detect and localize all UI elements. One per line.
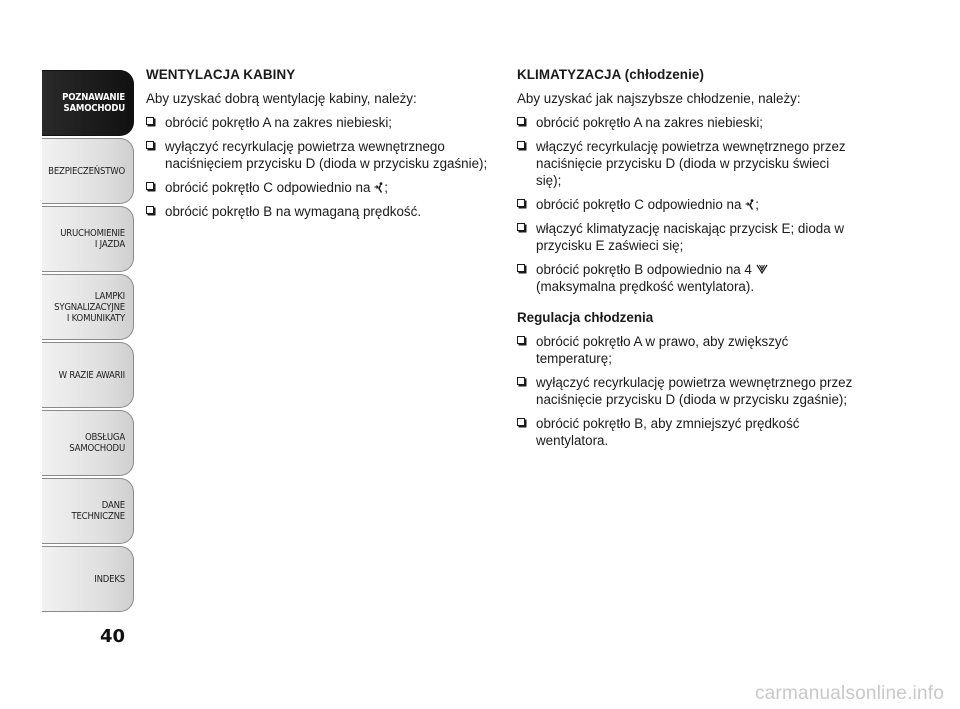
list-item: obrócić pokrętło A w prawo, aby zwiększyć temperaturę; bbox=[517, 333, 857, 367]
list-item: włączyć recyrkulację powietrza wewnętrznego przez naciśnięcie przycisku D (dioda w przycisku świeci się); bbox=[517, 138, 857, 189]
list-item: obrócić pokrętło C odpowiednio na ; bbox=[146, 179, 506, 196]
fan-speed-icon bbox=[756, 264, 768, 275]
air-to-face-icon bbox=[374, 182, 384, 193]
tab-w-razie-awarii[interactable] bbox=[42, 342, 134, 408]
watermark: carmanualsonline.info bbox=[754, 683, 944, 704]
air-conditioning-section bbox=[517, 66, 857, 456]
tab-label: W RAZIE AWARII bbox=[58, 369, 125, 381]
list-item: obrócić pokrętło C odpowiednio na ; bbox=[517, 196, 857, 213]
list-item: włączyć klimatyzację naciskając przycisk E; dioda w przycisku E zaświeci się; bbox=[517, 220, 857, 254]
checkbox-bullet-icon bbox=[517, 117, 525, 125]
tab-indeks[interactable] bbox=[42, 546, 134, 612]
tab-obsluga-samochodu[interactable] bbox=[42, 410, 134, 476]
list-item: obrócić pokrętło B odpowiednio na 4 (maksymalna prędkość wentylatora). bbox=[517, 261, 857, 295]
instruction-list bbox=[517, 114, 857, 295]
tab-label: URUCHOMIENIE I JAZDA bbox=[60, 228, 125, 250]
checkbox-bullet-icon bbox=[517, 418, 525, 426]
tab-poznawanie-samochodu[interactable] bbox=[42, 70, 134, 136]
page-number: 40 bbox=[100, 626, 126, 647]
tab-label: DANE TECHNICZNE bbox=[71, 500, 125, 522]
tab-label: BEZPIECZEŃSTWO bbox=[48, 165, 125, 177]
air-to-face-icon bbox=[745, 199, 755, 210]
checkbox-bullet-icon bbox=[146, 117, 154, 125]
list-item: wyłączyć recyrkulację powietrza wewnętrznego naciśnięciem przycisku D (dioda w przycisku zgaśnie); bbox=[146, 138, 506, 172]
checkbox-bullet-icon bbox=[517, 336, 525, 344]
checkbox-bullet-icon bbox=[517, 377, 525, 385]
checkbox-bullet-icon bbox=[146, 206, 154, 214]
tab-dane-techniczne[interactable] bbox=[42, 478, 134, 544]
list-item: obrócić pokrętło B, aby zmniejszyć prędkość wentylatora. bbox=[517, 415, 857, 449]
list-item: obrócić pokrętło A na zakres niebieski; bbox=[517, 114, 857, 131]
tab-bezpieczenstwo[interactable] bbox=[42, 138, 134, 204]
instruction-list bbox=[517, 333, 857, 449]
tab-label: OBSŁUGA SAMOCHODU bbox=[69, 432, 125, 454]
checkbox-bullet-icon bbox=[517, 223, 525, 231]
tab-label: LAMPKI SYGNALIZACYJNE I KOMUNIKATY bbox=[54, 290, 125, 324]
section-intro: Aby uzyskać jak najszybsze chłodzenie, należy: bbox=[517, 91, 801, 106]
tab-lampki-sygnalizacyjne[interactable] bbox=[42, 274, 134, 340]
checkbox-bullet-icon bbox=[146, 141, 154, 149]
subsection-heading: Regulacja chłodzenia bbox=[517, 310, 654, 325]
checkbox-bullet-icon bbox=[146, 182, 154, 190]
instruction-list bbox=[146, 114, 506, 220]
tab-label: POZNAWANIE SAMOCHODU bbox=[62, 92, 125, 114]
list-item: obrócić pokrętło B na wymaganą prędkość. bbox=[146, 203, 506, 220]
checkbox-bullet-icon bbox=[517, 141, 525, 149]
tab-uruchomienie-i-jazda[interactable] bbox=[42, 206, 134, 272]
section-intro: Aby uzyskać dobrą wentylację kabiny, należy: bbox=[146, 91, 417, 106]
ventilation-section bbox=[146, 66, 506, 227]
checkbox-bullet-icon bbox=[517, 264, 525, 272]
section-heading: WENTYLACJA KABINY bbox=[146, 67, 296, 82]
section-sidebar bbox=[42, 70, 134, 614]
section-heading: KLIMATYZACJA (chłodzenie) bbox=[517, 67, 705, 82]
list-item: wyłączyć recyrkulację powietrza wewnętrznego przez naciśnięcie przycisku D (dioda w przycisku zgaśnie); bbox=[517, 374, 857, 408]
checkbox-bullet-icon bbox=[517, 199, 525, 207]
list-item: obrócić pokrętło A na zakres niebieski; bbox=[146, 114, 506, 131]
tab-label: INDEKS bbox=[94, 573, 125, 585]
